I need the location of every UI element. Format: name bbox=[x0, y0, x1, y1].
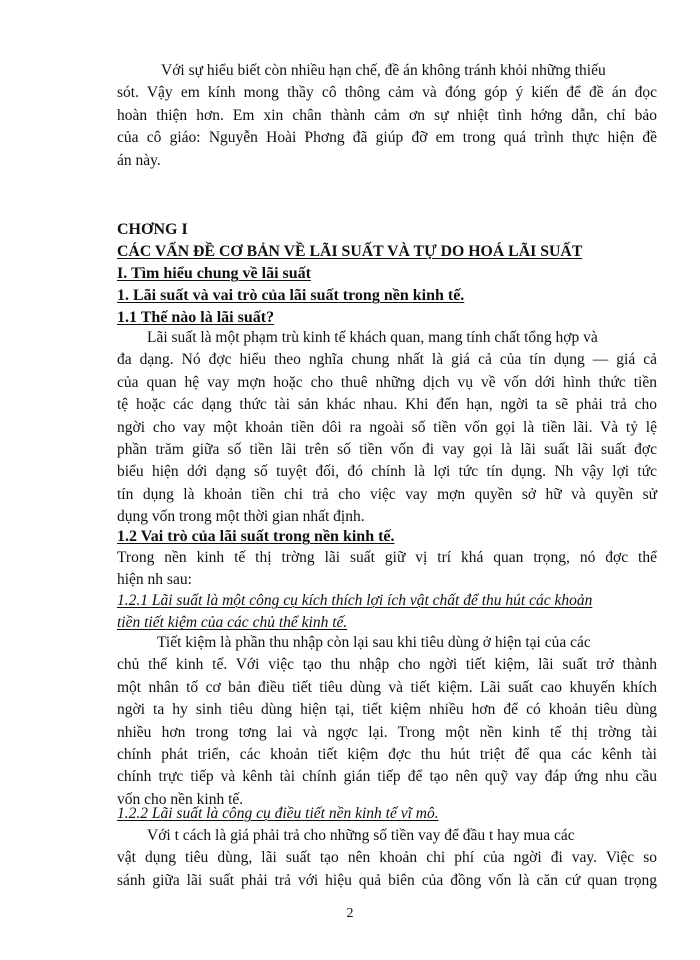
section-heading-1-2: 1.2 Vai trò của lãi suất trong nền kinh tế. bbox=[117, 528, 395, 545]
text-line: Với sự hiểu biết còn nhiều hạn chế, đề án không tránh khỏi những thiếu bbox=[161, 62, 606, 79]
paragraph-macro-tool bbox=[117, 825, 657, 892]
section-heading-1-1: 1. Lãi suất và vai trò của lãi suất trong nền kinh tế. bbox=[117, 287, 465, 304]
text-line: Tiết kiệm là phần thu nhập còn lại sau khi tiêu dùng ở hiện tại của các bbox=[157, 634, 591, 651]
text-line: ngời cho vay một khoản tiền dôi ra ngoài số tiền vốn gọi là tiền lãi. Và tỷ lệ bbox=[117, 418, 657, 436]
text-line: hiện nh sau: bbox=[117, 571, 192, 589]
text-line: của cô giáo: Nguyễn Hoài Phơng đã giúp đỡ em trong quá trình thực hiện đề bbox=[117, 129, 657, 147]
text-line: một nhân tố cơ bản điều tiết tiêu dùng và tiết kiệm. Lãi suất cao khuyến khích bbox=[117, 678, 657, 696]
text-line: chính phát triển, các khoản tiết kiệm đợc thu hút triệt để qua các kênh tài bbox=[117, 746, 657, 764]
text-line: phần trăm giữa số tiền lãi trên số tiền vốn đi vay gọi là lãi suất lãi suất đợc bbox=[117, 441, 657, 459]
paragraph-savings bbox=[117, 632, 657, 811]
text-line: tệ hoặc các dạng thức tài sản khác nhau. Khi đến hạn, ngời ta sẽ phải trả cho bbox=[117, 396, 657, 414]
text-line: vốn cho nền kinh tế. bbox=[117, 790, 244, 808]
paragraph-role-intro bbox=[117, 547, 657, 592]
text-line: vật dụng tiêu dùng, lãi suất tạo nên khoản chi phí của ngời đi vay. Việc so bbox=[117, 849, 657, 867]
text-line: ngời ta hy sinh tiêu dùng hiện tại, tiết kiệm nhiều hơn để có khoản tiêu dùng bbox=[117, 701, 657, 719]
text-line: của quan hệ vay mợn hoặc cho thuê những dịch vụ về vốn dới hình thức tiền bbox=[117, 373, 657, 391]
paragraph-interest-definition bbox=[117, 327, 657, 529]
subsection-heading-1-2-1 bbox=[117, 590, 657, 635]
text-line: dụng vốn trong một thời gian nhất định. bbox=[117, 508, 365, 526]
text-line: Với t cách là giá phải trả cho những số tiền vay để đầu t hay mua các bbox=[147, 827, 575, 844]
text-line: nhiều hơn trong tơng lai và ngợc lại. Trong một nền kinh tế thị trờng tài bbox=[117, 723, 657, 741]
text-line: Trong nền kinh tế thị trờng lãi suất giữ vị trí khá quan trọng, nó đợc thể bbox=[117, 549, 657, 566]
section-heading-1: I. Tìm hiểu chung về lãi suất bbox=[117, 265, 311, 282]
text-line: biểu hiện dới dạng số tuyệt đối, đó chính là lợi tức tín dụng. Nh vậy lợi tức bbox=[117, 463, 657, 481]
subsection-heading-1-2-2: 1.2.2 Lãi suất là công cụ điều tiết nền kinh tế vĩ mô. bbox=[117, 805, 439, 822]
text-line: tiền tiết kiệm của các chủ thể kinh tế. bbox=[117, 614, 348, 632]
text-line: sánh giữa lãi suất phải trả với hiệu quả biên của đồng vốn là căn cứ quan trọng bbox=[117, 871, 657, 889]
text-line: tín dụng là khoản tiền chi trả cho việc vay mợn quyền sở hữ và quyền sử bbox=[117, 485, 657, 503]
section-heading-1-1-1: 1.1 Thế nào là lãi suất? bbox=[117, 309, 275, 326]
text-line: chính trực tiếp và kênh tài chính gián tiếp để tạo nên quỹ vay đáp ứng nhu cầu bbox=[117, 768, 657, 786]
page-number: 2 bbox=[346, 906, 354, 921]
chapter-title: CÁC VẤN ĐỀ CƠ BẢN VỀ LÃI SUẤT VÀ TỰ DO HOÁ LÃI SUẤT bbox=[117, 243, 583, 260]
text-line: Lãi suất là một phạm trù kinh tế khách quan, mang tính chất tổng hợp và bbox=[147, 329, 598, 346]
intro-paragraph bbox=[117, 60, 657, 172]
text-line: 1.2.1 Lãi suất là một công cụ kích thích lợi ích vật chất để thu hút các khoản bbox=[117, 592, 593, 609]
chapter-label: CHƠNG I bbox=[117, 221, 188, 238]
text-line: đa dạng. Nó đợc hiểu theo nghĩa chung nhất là giá cả của tín dụng — giá cả bbox=[117, 351, 657, 369]
text-line: chủ thể kinh tế. Với việc tạo thu nhập cho ngời tiết kiệm, lãi suất trở thành bbox=[117, 656, 657, 674]
text-line: án này. bbox=[117, 151, 161, 169]
text-line: sót. Vậy em kính mong thầy cô thông cảm và đóng góp ý kiến để đề án đọc bbox=[117, 84, 657, 102]
text-line: hoàn thiện hơn. Em xin chân thành cảm ơn sự nhiệt tình hớng dẫn, chỉ bảo bbox=[117, 106, 657, 124]
